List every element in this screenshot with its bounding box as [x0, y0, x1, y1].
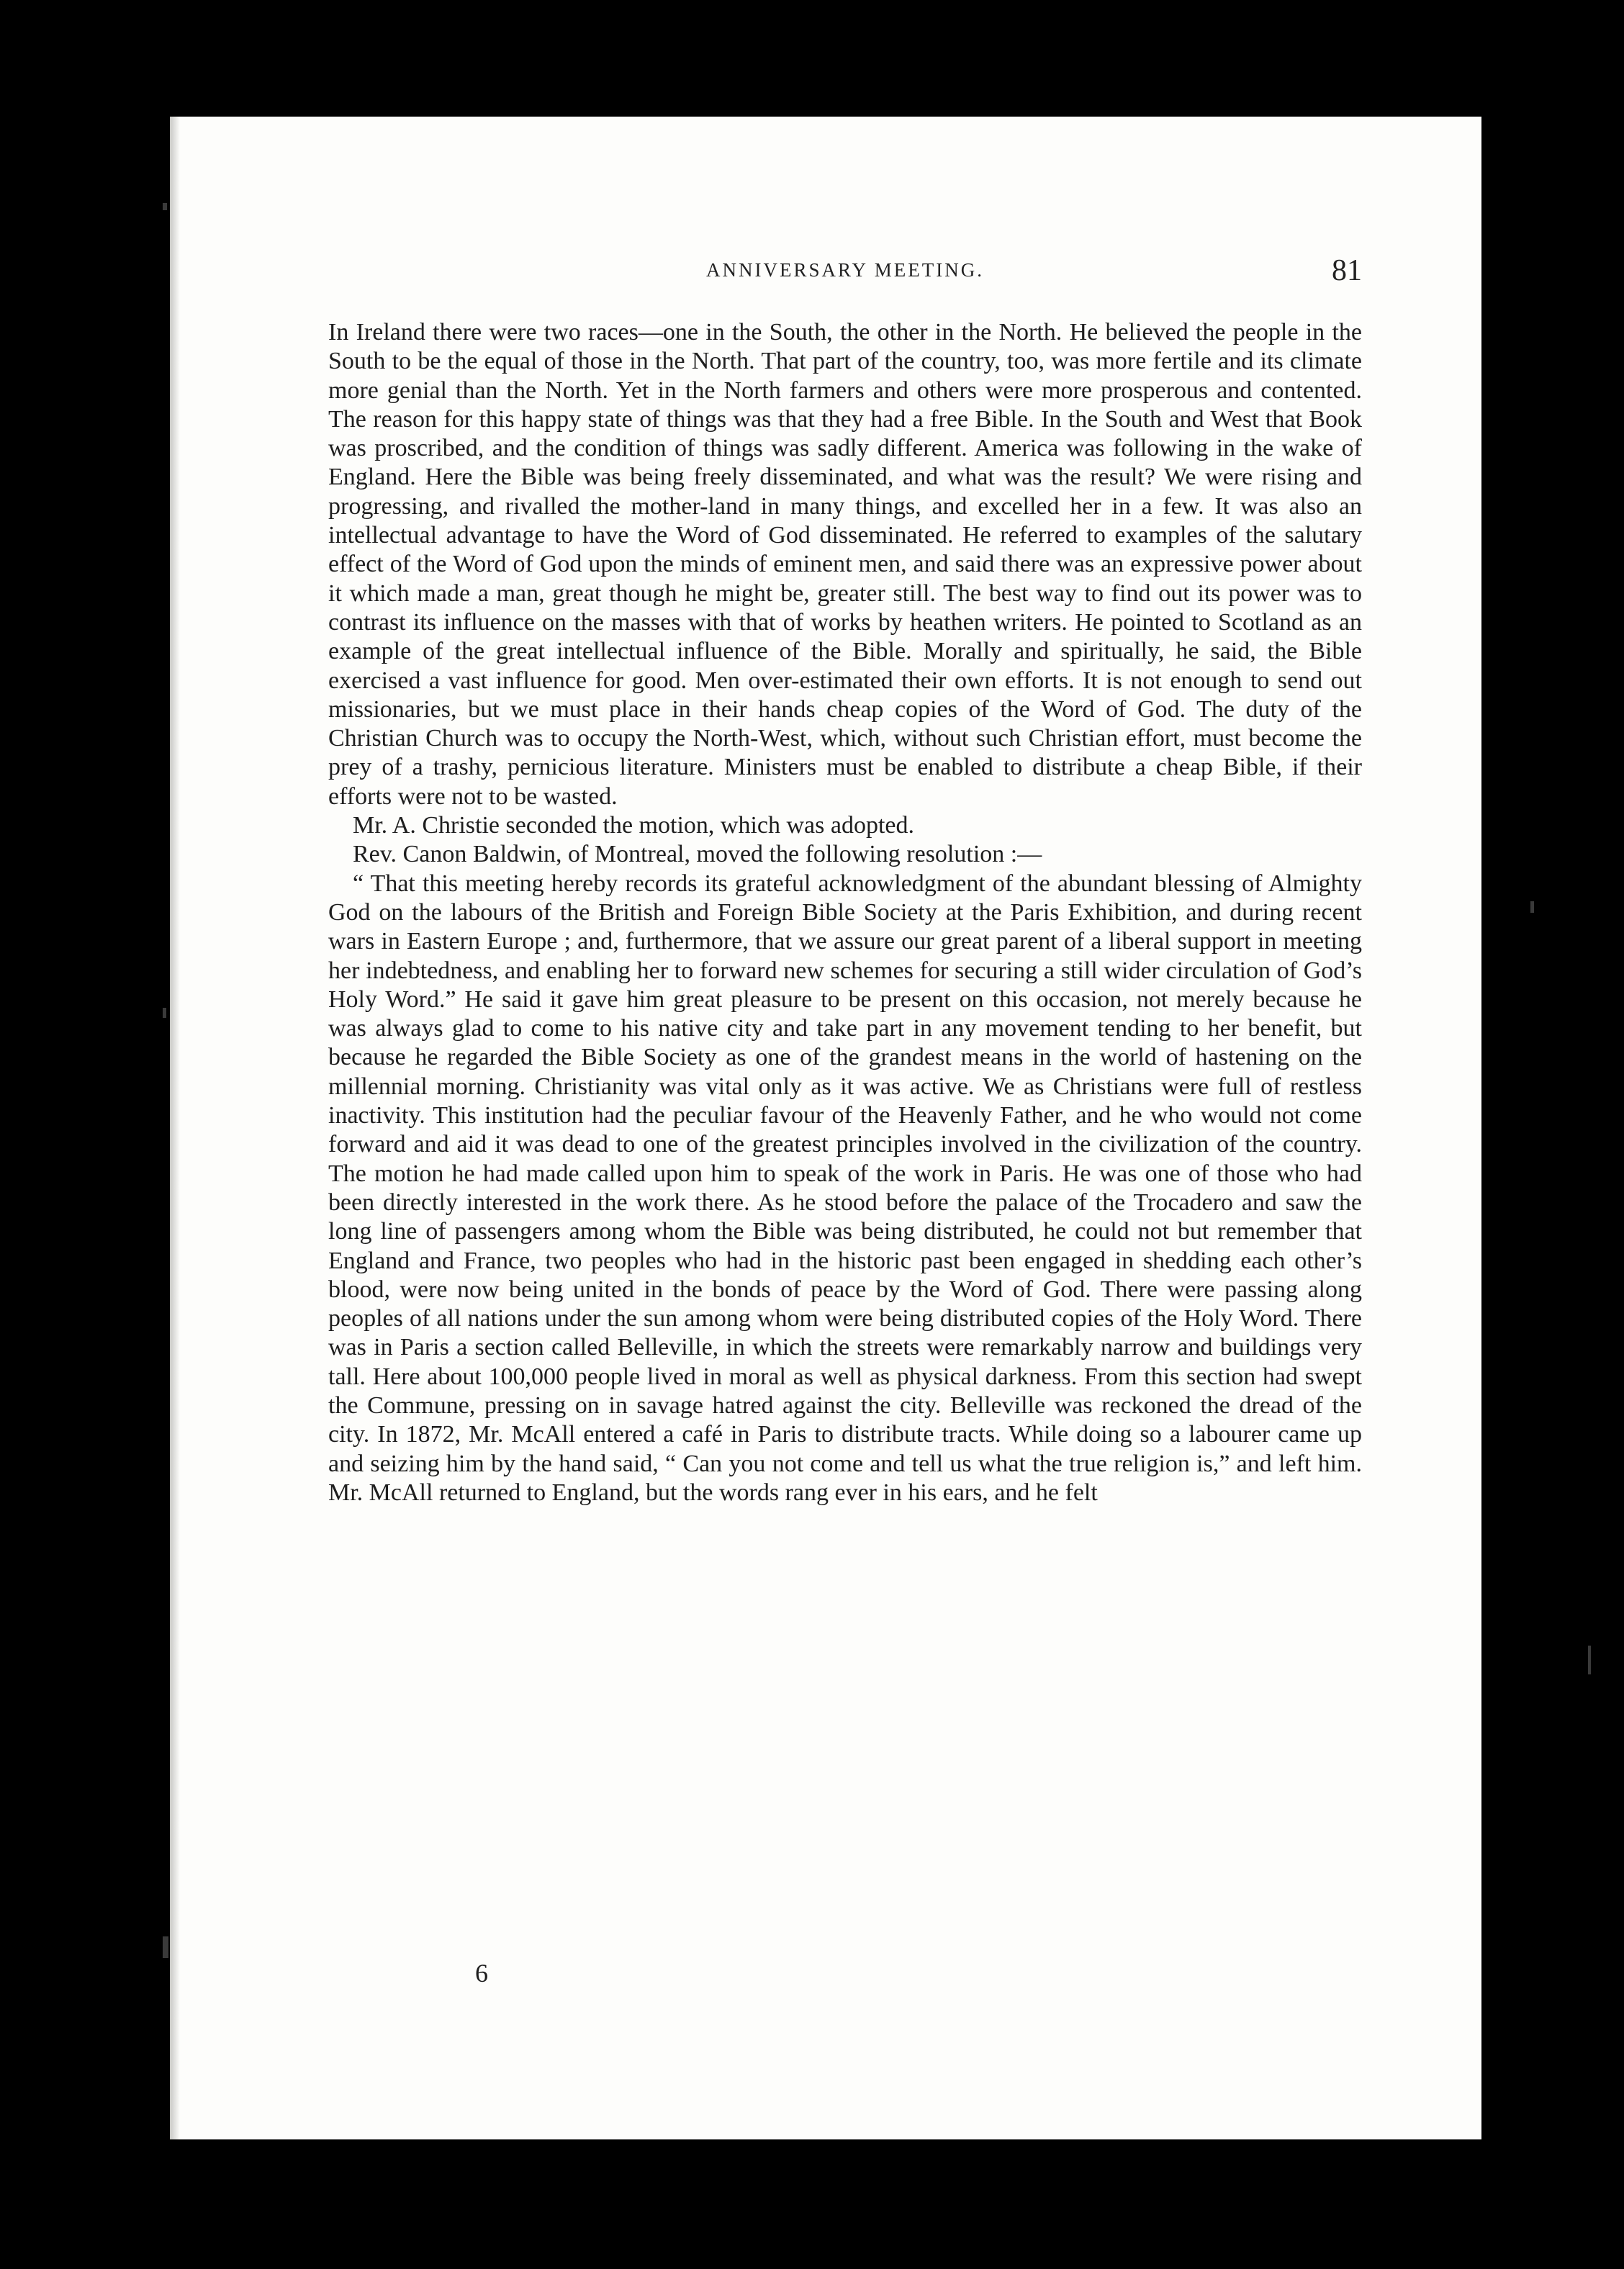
- scan-speck: [163, 1936, 168, 1958]
- signature-mark: 6: [475, 1959, 488, 1988]
- paragraph-christie: Mr. A. Christie seconded the motion, which was adopted.: [353, 812, 914, 839]
- paragraph-ireland: In Ireland there were two races—one in the South, the other in the North. He believed the people in the South to be the equal of those in the North. That part of the country, too, was more fertile and its climate more genial than the North. Yet in the North farmers and others were more prosperous and contented. The reason for this happy state of things was that they had a free Bible. In the South and West that Book was proscribed, and the condition of things was sadly different. America was following in the wake of England. Here the Bible was being freely disseminated, and what was the result? We were rising and progressing, and rivalled the mother-land in many things, and excelled her in a few. It was also an intellectual advantage to have the Word of God disseminated. He referred to examples of the salutary effect of the Word of God upon the minds of eminent men, and said there was an expressive power about it which made a man, great though he might be, greater still. The best way to find out its power was to contrast its influence on the masses with that of works by heathen writers. He pointed to Scotland as an example of the great intellectual influence of the Bible. Morally and spiritually, he said, the Bible exercised a vast influence for good. Men over-estimated their own efforts. It is not enough to send out missionaries, but we must place in their hands cheap copies of the Word of God. The duty of the Christian Church was to occupy the North-West, which, without such Christian effort, must become the prey of a trashy, pernicious literature. Ministers must be enabled to distribute a cheap Bible, if their efforts were not to be wasted.: [328, 319, 1362, 810]
- scan-speck: [163, 203, 167, 210]
- spine-shadow: [170, 117, 180, 2139]
- running-title: ANNIVERSARY MEETING.: [706, 259, 984, 281]
- scan-speck: [1588, 1646, 1591, 1674]
- paragraph-resolution: “ That this meeting hereby records its grateful acknowledgment of the abundant blessing of Almighty God on the labours of the British and Foreign Bible Society at the Paris Exhibition, and during recent wars in Eastern Europe ; and, furthermore, that we assure our great parent of a liberal support in meeting her indebtedness, and enabling her to forward new schemes for securing a still wider circulation of God’s Holy Word.” He said it gave him great pleasure to be present on this occasion, not merely because he was always glad to come to his native city and take part in any movement tending to her benefit, but because he regarded the Bible Society as one of the grandest means in the world of hastening on the millennial morning. Christianity was vital only as it was active. We as Christians were full of restless inactivity. This institution had the peculiar favour of the Heavenly Father, and he who would not come forward and aid it was dead to one of the greatest principles involved in the civilization of the country. The motion he had made called upon him to speak of the work in Paris. He was one of those who had been directly interested in the work there. As he stood before the palace of the Trocadero and saw the long line of passengers among whom the Bible was being distributed, he could not but remember that England and France, two peoples who had in the historic past been engaged in shedding each other’s blood, were now being united in the bonds of peace by the Word of God. There were passing along peoples of all nations under the sun among whom were being distributed copies of the Holy Word. There was in Paris a section called Belleville, in which the streets were remarkably narrow and buildings very tall. Here about 100,000 people lived in moral as well as physical darkness. From this section had swept the Commune, pressing on in savage hatred against the city. Belleville was reckoned the dread of the city. In 1872, Mr. McAll entered a café in Paris to distribute tracts. While doing so a labourer came up and seizing him by the hand said, “ Can you not come and tell us what the true religion is,” and left him. Mr. McAll returned to England, but the words rang ever in his ears, and he felt: [328, 870, 1362, 1506]
- page-number: 81: [1332, 254, 1362, 287]
- scan-speck: [1530, 901, 1534, 913]
- scan-speck: [163, 1008, 166, 1018]
- body-text: [328, 318, 1362, 1507]
- running-head: [328, 253, 1362, 297]
- book-page: [170, 117, 1481, 2139]
- paragraph-baldwin: Rev. Canon Baldwin, of Montreal, moved the following resolution :—: [353, 841, 1042, 868]
